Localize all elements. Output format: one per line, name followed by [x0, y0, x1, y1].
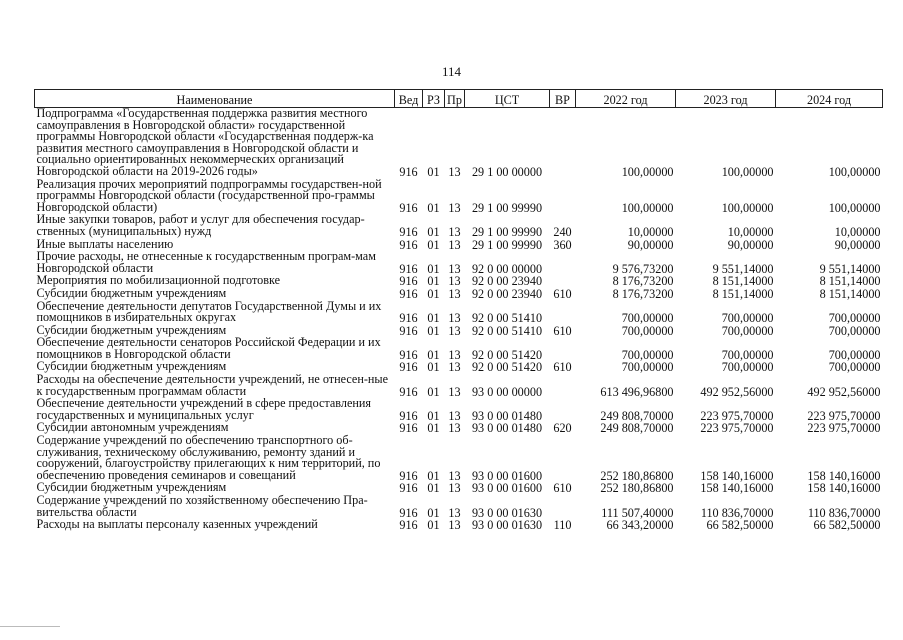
- row-name: Субсидии автономным учреждениям: [36, 420, 229, 435]
- row-cst: 93 0 00 01630: [471, 505, 543, 520]
- row-value-2024: 223 975,70000: [807, 421, 881, 436]
- table-row: [35, 179, 883, 215]
- row-value-2023: 8 151,14000: [712, 286, 774, 301]
- row-value-2023: 9 551,14000: [712, 261, 774, 276]
- header-pr: Пр: [445, 90, 465, 108]
- row-value-2022: 252 180,86800: [600, 468, 674, 483]
- row-rz: 01: [427, 311, 440, 326]
- row-value-2024: 110 836,70000: [807, 505, 881, 520]
- row-pr: 13: [448, 347, 461, 362]
- row-value-2023: 492 952,56000: [700, 384, 774, 399]
- row-rz: 01: [427, 468, 440, 483]
- row-value-2024: 90,00000: [834, 237, 881, 252]
- row-value-2024: 66 582,50000: [813, 518, 881, 533]
- header-2022: 2022 год: [576, 90, 676, 108]
- row-value-2023: 100,00000: [721, 200, 774, 215]
- row-rz: 01: [427, 237, 440, 252]
- row-value-2022: 249 808,70000: [600, 421, 674, 436]
- row-rz: 01: [427, 505, 440, 520]
- row-ved: 916: [399, 347, 418, 362]
- row-value-2024: 700,00000: [828, 360, 881, 375]
- row-name: Обеспечение деятельности депутатов Государственной Думы и их помощников в избирательных округах: [36, 298, 382, 325]
- row-name: Обеспечение деятельности сенаторов Российской Федерации и их помощников в Новгородской области: [36, 335, 381, 361]
- row-pr: 13: [448, 421, 461, 436]
- row-value-2022: 9 576,73200: [612, 261, 674, 276]
- row-ved: 916: [399, 481, 418, 496]
- row-pr: 13: [448, 518, 461, 533]
- row-pr: 13: [448, 237, 461, 252]
- row-cst: 92 0 00 23940: [471, 286, 543, 301]
- table-row: [35, 495, 883, 519]
- row-ved: 916: [399, 224, 418, 239]
- row-value-2022: 700,00000: [621, 311, 674, 326]
- row-pr: 13: [448, 468, 461, 483]
- row-vr: [550, 374, 576, 398]
- row-pr: 13: [448, 274, 461, 289]
- row-rz: 01: [427, 421, 440, 436]
- row-name: Иные закупки товаров, работ и услуг для обеспечения государ-ственных (муниципальных) нужд: [36, 212, 365, 238]
- row-value-2022: 613 496,96800: [600, 384, 674, 399]
- row-value-2022: 249 808,70000: [600, 408, 674, 423]
- row-vr: 610: [553, 323, 572, 338]
- row-ved: 916: [399, 421, 418, 436]
- row-ved: 916: [399, 384, 418, 399]
- row-name: Субсидии бюджетным учреждениям: [36, 322, 227, 337]
- row-value-2022: 700,00000: [621, 360, 674, 375]
- row-vr: 360: [553, 237, 572, 252]
- table-row: [35, 108, 883, 179]
- row-pr: 13: [448, 261, 461, 276]
- table-row: [35, 398, 883, 422]
- row-value-2024: 700,00000: [828, 311, 881, 326]
- row-cst: 29 1 00 99990: [471, 200, 543, 215]
- row-value-2024: 8 151,14000: [819, 286, 881, 301]
- table-row: [35, 435, 883, 482]
- row-cst: 92 0 00 51420: [471, 360, 543, 375]
- row-value-2023: 100,00000: [721, 164, 774, 179]
- row-value-2024: 158 140,16000: [807, 481, 881, 496]
- row-cst: 93 0 00 01480: [471, 421, 543, 436]
- row-rz: 01: [427, 384, 440, 399]
- row-cst: 93 0 00 01480: [471, 408, 543, 423]
- row-cst: 93 0 00 01600: [471, 468, 543, 483]
- row-ved: 916: [399, 360, 418, 375]
- row-pr: 13: [448, 360, 461, 375]
- table-row: [35, 301, 883, 325]
- row-cst: 93 0 00 00000: [471, 384, 543, 399]
- row-name: Иные выплаты населению: [36, 236, 174, 251]
- row-vr: 610: [553, 286, 572, 301]
- row-vr: [550, 179, 576, 215]
- table-row: [35, 251, 883, 275]
- row-vr: 610: [553, 481, 572, 496]
- row-ved: 916: [399, 408, 418, 423]
- row-rz: 01: [427, 261, 440, 276]
- row-pr: 13: [448, 224, 461, 239]
- row-value-2023: 700,00000: [721, 347, 774, 362]
- row-value-2024: 10,00000: [834, 224, 881, 239]
- row-ved: 916: [399, 311, 418, 326]
- table-row: [35, 519, 883, 532]
- row-cst: 29 1 00 99990: [471, 237, 543, 252]
- header-cst: ЦСТ: [465, 90, 550, 108]
- row-value-2023: 158 140,16000: [700, 468, 774, 483]
- row-ved: 916: [399, 518, 418, 533]
- row-rz: 01: [427, 274, 440, 289]
- row-value-2023: 10,00000: [727, 224, 774, 239]
- row-cst: 93 0 00 01600: [471, 481, 543, 496]
- header-rz: РЗ: [423, 90, 445, 108]
- table-header-row: [35, 90, 883, 108]
- row-value-2024: 223 975,70000: [807, 408, 881, 423]
- row-vr: [550, 337, 576, 361]
- row-value-2024: 8 151,14000: [819, 274, 881, 289]
- row-name: Субсидии бюджетным учреждениям: [36, 480, 227, 495]
- row-value-2024: 100,00000: [828, 200, 881, 215]
- row-name: Содержание учреждений по обеспечению транспортного об-служивания, техническому обслуживанию, ремонту зданий и сооружений, благоустройству прилегающих к ним территорий, по обеспечению проведения семинаров и совещаний: [36, 433, 381, 482]
- row-ved: 916: [399, 323, 418, 338]
- row-cst: 92 0 00 00000: [471, 261, 543, 276]
- row-rz: 01: [427, 481, 440, 496]
- row-rz: 01: [427, 347, 440, 362]
- row-vr: [550, 398, 576, 422]
- row-rz: 01: [427, 323, 440, 338]
- row-value-2022: 10,00000: [627, 224, 674, 239]
- row-value-2022: 90,00000: [627, 237, 674, 252]
- row-cst: 92 0 00 51410: [471, 323, 543, 338]
- budget-table: [34, 89, 883, 532]
- row-cst: 93 0 00 01630: [471, 518, 543, 533]
- row-value-2024: 700,00000: [828, 323, 881, 338]
- row-rz: 01: [427, 286, 440, 301]
- row-value-2023: 700,00000: [721, 360, 774, 375]
- row-rz: 01: [427, 200, 440, 215]
- table-row: [35, 214, 883, 238]
- row-pr: 13: [448, 505, 461, 520]
- row-ved: 916: [399, 274, 418, 289]
- row-rz: 01: [427, 518, 440, 533]
- row-value-2023: 700,00000: [721, 323, 774, 338]
- row-cst: 92 0 00 51420: [471, 347, 543, 362]
- row-value-2023: 90,00000: [727, 237, 774, 252]
- row-value-2022: 252 180,86800: [600, 481, 674, 496]
- row-pr: 13: [448, 323, 461, 338]
- row-vr: [550, 251, 576, 275]
- row-name: Реализация прочих мероприятий подпрограммы государствен-ной программы Новгородской области (государственной про-граммы Новгородской области): [36, 176, 382, 214]
- row-value-2022: 66 343,20000: [606, 518, 674, 533]
- row-value-2022: 8 176,73200: [612, 274, 674, 289]
- header-ved: Вед: [395, 90, 423, 108]
- row-value-2022: 111 507,40000: [601, 505, 674, 520]
- row-rz: 01: [427, 408, 440, 423]
- row-pr: 13: [448, 481, 461, 496]
- header-2023: 2023 год: [676, 90, 776, 108]
- row-name: Обеспечение деятельности учреждений в сфере предоставления государственных и муниципальных услуг: [36, 396, 372, 422]
- row-value-2023: 158 140,16000: [700, 481, 774, 496]
- row-vr: [550, 108, 576, 179]
- row-pr: 13: [448, 200, 461, 215]
- row-value-2023: 66 582,50000: [706, 518, 774, 533]
- row-value-2022: 700,00000: [621, 347, 674, 362]
- row-ved: 916: [399, 237, 418, 252]
- row-value-2023: 110 836,70000: [700, 505, 774, 520]
- row-ved: 916: [399, 164, 418, 179]
- row-value-2024: 492 952,56000: [807, 384, 881, 399]
- row-value-2022: 100,00000: [621, 200, 674, 215]
- row-name: Расходы на выплаты персоналу казенных учреждений: [36, 517, 318, 532]
- row-name: Содержание учреждений по хозяйственному обеспечению Пра-вительства области: [36, 493, 368, 519]
- row-vr: [550, 435, 576, 482]
- row-vr: 610: [553, 360, 572, 375]
- row-ved: 916: [399, 261, 418, 276]
- row-value-2023: 700,00000: [721, 311, 774, 326]
- row-name: Мероприятия по мобилизационной подготовке: [36, 273, 281, 288]
- row-cst: 29 1 00 00000: [471, 164, 543, 179]
- row-vr: 620: [553, 421, 572, 436]
- row-value-2022: 700,00000: [621, 323, 674, 338]
- row-value-2023: 8 151,14000: [712, 274, 774, 289]
- row-name: Расходы на обеспечение деятельности учреждений, не отнесен-ные к государственным программам области: [36, 372, 389, 398]
- header-name: Наименование: [35, 90, 395, 108]
- row-value-2022: 100,00000: [621, 164, 674, 179]
- row-value-2024: 700,00000: [828, 347, 881, 362]
- row-rz: 01: [427, 360, 440, 375]
- row-cst: 29 1 00 99990: [471, 224, 543, 239]
- row-cst: 92 0 00 51410: [471, 311, 543, 326]
- row-vr: 110: [553, 518, 572, 533]
- row-ved: 916: [399, 468, 418, 483]
- row-vr: [550, 495, 576, 519]
- header-2024: 2024 год: [776, 90, 883, 108]
- row-value-2022: 8 176,73200: [612, 286, 674, 301]
- row-ved: 916: [399, 200, 418, 215]
- page-number: 114: [441, 64, 462, 79]
- row-cst: 92 0 00 23940: [471, 274, 543, 289]
- row-value-2024: 158 140,16000: [807, 468, 881, 483]
- footer-divider: [0, 626, 60, 627]
- row-pr: 13: [448, 384, 461, 399]
- row-name: Подпрограмма «Государственная поддержка развития местного самоуправления в Новгородской области» государственной программы Новгородской области «Государственная поддерж-ка развития местного самоуправления в Новгородской области и социально ориентированных некоммерческих организаций Новгородской области на 2019-2026 годы»: [36, 106, 374, 178]
- row-vr: [550, 301, 576, 325]
- row-name: Прочие расходы, не отнесенные к государственным програм-мам Новгородской области: [36, 249, 376, 275]
- row-rz: 01: [427, 224, 440, 239]
- row-pr: 13: [448, 311, 461, 326]
- row-name: Субсидии бюджетным учреждениям: [36, 285, 227, 300]
- row-name: Субсидии бюджетным учреждениям: [36, 359, 227, 374]
- header-vr: ВР: [550, 90, 576, 108]
- table-row: [35, 374, 883, 398]
- row-value-2024: 9 551,14000: [819, 261, 881, 276]
- row-vr: 240: [553, 224, 572, 239]
- row-pr: 13: [448, 164, 461, 179]
- row-rz: 01: [427, 164, 440, 179]
- row-value-2024: 100,00000: [828, 164, 881, 179]
- row-value-2023: 223 975,70000: [700, 408, 774, 423]
- row-pr: 13: [448, 408, 461, 423]
- table-row: [35, 337, 883, 361]
- row-pr: 13: [448, 286, 461, 301]
- row-ved: 916: [399, 505, 418, 520]
- row-value-2023: 223 975,70000: [700, 421, 774, 436]
- row-ved: 916: [399, 286, 418, 301]
